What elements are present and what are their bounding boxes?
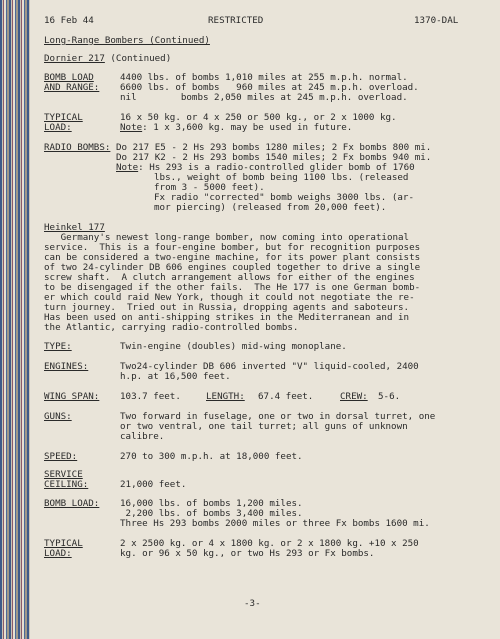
heinkel-bomb-load-1: 16,000 lbs. of bombs 1,200 miles. <box>120 498 303 509</box>
dornier-radio-note-2: lbs., weight of bomb being 1100 lbs. (released <box>154 172 409 183</box>
heinkel-service-label: SERVICE <box>44 469 83 480</box>
heinkel-type-label: TYPE: <box>44 341 72 352</box>
heinkel-para-6: to be disengaged if the other fails. The He 177 is one German bomb- <box>44 282 421 293</box>
heinkel-load-label: LOAD: <box>44 548 72 559</box>
heinkel-crew-value: 5-6. <box>378 391 401 402</box>
dornier-radio-note-4: Fx radio "corrected" bomb weighs 3000 lbs. (ar- <box>154 192 414 203</box>
dornier-radio-2: Do 217 K2 - 2 Hs 293 bombs 1540 miles; 2 Fx bombs 940 mi. <box>116 152 432 163</box>
heinkel-engines-label: ENGINES: <box>44 361 89 372</box>
section-title: Long-Range Bombers (Continued) <box>44 35 210 46</box>
heinkel-engines-2: h.p. at 16,500 feet. <box>120 371 231 382</box>
dornier-radio-note-1: Note: Hs 293 is a radio-controlled glider bomb of 1760 <box>116 162 415 173</box>
dornier-radio-note-5: mor piercing) (released from 20,000 feet). <box>154 202 387 213</box>
heinkel-typical-2: kg. or 96 x 50 kg., or two Hs 293 or Fx bombs. <box>120 548 375 559</box>
heinkel-guns-1: Two forward in fuselage, one or two in dorsal turret, one <box>120 411 436 422</box>
heinkel-para-4: of two 24-cylinder DB 606 engines coupled together to drive a single <box>44 262 421 273</box>
heinkel-ceiling-label: CEILING: <box>44 479 89 490</box>
heinkel-para-7: er which could raid New York, though it could not negotiate the re- <box>44 292 415 303</box>
heinkel-guns-3: calibre. <box>120 431 165 442</box>
dornier-heading: Dornier 217 (Continued) <box>44 53 172 64</box>
binder-edge <box>0 0 30 639</box>
dornier-radio-note-3: from 3 - 5000 feet). <box>154 182 265 193</box>
heinkel-para-9: Has been used on anti-shipping strikes in the Mediterranean and in <box>44 312 410 323</box>
heinkel-ceiling-value: 21,000 feet. <box>120 479 187 490</box>
heinkel-typical-label: TYPICAL <box>44 538 83 549</box>
heinkel-type-value: Twin-engine (doubles) mid-wing monoplane. <box>120 341 347 352</box>
heinkel-para-1: Germany's newest long-range bomber, now coming into operational <box>44 232 410 243</box>
heinkel-para-3: can be considered a two-engine machine, for its power plant consists <box>44 252 421 263</box>
dornier-typical-note: Note: 1 x 3,600 kg. may be used in future. <box>120 122 353 133</box>
dornier-bomb-load-2: 6600 lbs. of bombs 960 miles at 245 m.p.h. overload. <box>120 82 419 93</box>
dornier-radio-1: Do 217 E5 - 2 Hs 293 bombs 1280 miles; 2 Fx bombs 800 mi. <box>116 142 432 153</box>
heinkel-crew-label: CREW: <box>340 391 368 402</box>
dornier-load-label: LOAD: <box>44 122 72 133</box>
heinkel-para-8: turn journey. Tried out in Russia, dropping agents and saboteurs. <box>44 302 410 313</box>
heinkel-wingspan-label: WING SPAN: <box>44 391 100 402</box>
heinkel-para-2: service. This is a four-engine bomber, but for recognition purposes <box>44 242 421 253</box>
heinkel-para-5: screw shaft. A clutch arrangement allows for either of the engines <box>44 272 415 283</box>
heinkel-engines-1: Two24-cylinder DB 606 inverted "V" liquid-cooled, 2400 <box>120 361 419 372</box>
heinkel-heading: Heinkel 177 <box>44 222 105 233</box>
dornier-typical-label: TYPICAL <box>44 112 83 123</box>
heinkel-guns-label: GUNS: <box>44 411 72 422</box>
document-page <box>30 0 500 639</box>
header-date: 16 Feb 44 <box>44 15 94 26</box>
dornier-bomb-load-label: BOMB LOAD <box>44 72 94 83</box>
dornier-radio-label: RADIO BOMBS: <box>44 142 111 153</box>
dornier-bomb-load-1: 4400 lbs. of bombs 1,010 miles at 255 m.p.h. normal. <box>120 72 408 83</box>
heinkel-speed-label: SPEED: <box>44 451 78 462</box>
heinkel-bomb-load-2: 2,200 lbs. of bombs 3,400 miles. <box>120 508 303 519</box>
heinkel-guns-2: or two ventral, one tail turret; all guns of unknown <box>120 421 408 432</box>
heinkel-wingspan-value: 103.7 feet. <box>120 391 181 402</box>
heinkel-bomb-load-3: Three Hs 293 bombs 2000 miles or three Fx bombs 1600 mi. <box>120 518 430 529</box>
page-number: -3- <box>244 598 261 609</box>
heinkel-speed-value: 270 to 300 m.p.h. at 18,000 feet. <box>120 451 303 462</box>
heinkel-para-10: the Atlantic, carrying radio-controlled bombs. <box>44 322 299 333</box>
heinkel-length-value: 67.4 feet. <box>258 391 314 402</box>
heinkel-bomb-load-label: BOMB LOAD: <box>44 498 100 509</box>
heinkel-typical-1: 2 x 2500 kg. or 4 x 1800 kg. or 2 x 1800 kg. +10 x 250 <box>120 538 419 549</box>
heinkel-length-label: LENGTH: <box>206 391 245 402</box>
header-classification: RESTRICTED <box>208 15 264 26</box>
dornier-bomb-load-3: nil bombs 2,050 miles at 245 m.p.h. overload. <box>120 92 408 103</box>
dornier-range-label: AND RANGE: <box>44 82 100 93</box>
dornier-typical-load-1: 16 x 50 kg. or 4 x 250 or 500 kg., or 2 x 1000 kg. <box>120 112 397 123</box>
header-doc-id: 1370-DAL <box>414 15 459 26</box>
